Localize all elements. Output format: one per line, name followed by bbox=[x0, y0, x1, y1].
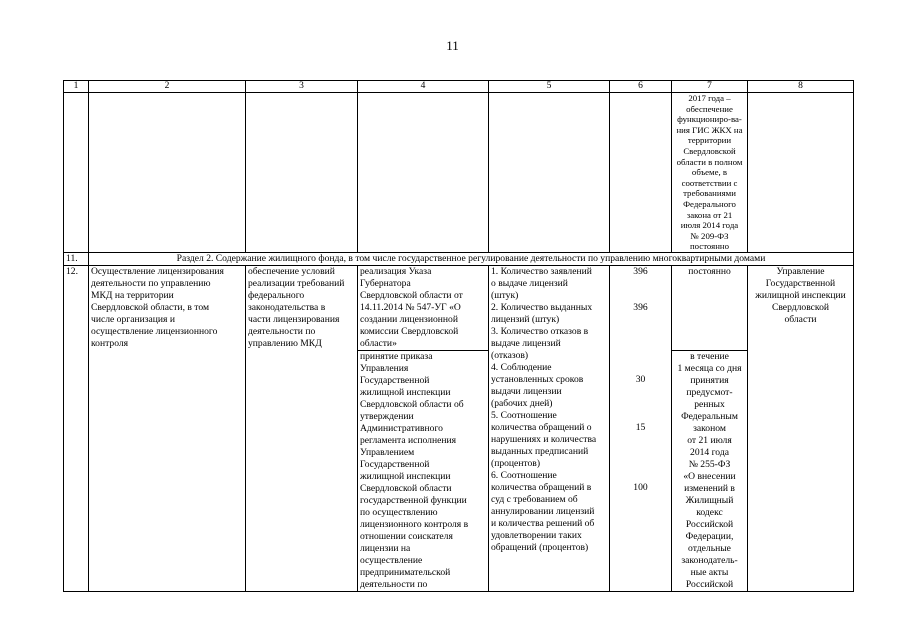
column-header-8: 8 bbox=[748, 81, 854, 93]
indicator-3: 3. Количество отказов в выдаче лицензий (отказов) bbox=[491, 325, 589, 361]
row12-values bbox=[610, 265, 672, 591]
section-row bbox=[64, 252, 854, 265]
indicator-4: 4. Соблюдение установленных сроков выдачи лицензии (рабочих дней) bbox=[491, 361, 584, 409]
value-2: 396 bbox=[633, 301, 648, 313]
section-number: 11. bbox=[64, 252, 89, 265]
continued-col1 bbox=[64, 93, 89, 253]
value-4: 30 bbox=[635, 373, 646, 385]
plan-table bbox=[63, 80, 854, 592]
continued-row bbox=[64, 93, 854, 253]
value-5: 15 bbox=[635, 421, 646, 433]
term-2: в течение 1 месяца со дня принятия предусмот- ренных Федеральным законом от 21 июля 2014 года № 255-ФЗ «О внесении изменений в Жилищный кодекс Российской Федерации, отдельные законодатель- ные акты Российской bbox=[677, 350, 742, 590]
column-header-4: 4 bbox=[358, 81, 489, 93]
indicator-6: 6. Соотношение количества обращений в суд с требованием об аннулировании лицензий и количества решений об удовлетворении таких обращений (процентов) bbox=[491, 469, 595, 553]
column-header-2: 2 bbox=[89, 81, 246, 93]
page-number: 11 bbox=[446, 38, 459, 53]
row12-responsible bbox=[748, 265, 854, 591]
goal-text: обеспечение условий реализации требований федерального законодательства в части лицензирования деятельности по управлению МКД bbox=[248, 265, 345, 349]
row12-indicators bbox=[489, 265, 610, 591]
column-header-1: 1 bbox=[64, 81, 89, 93]
table-row-12 bbox=[64, 265, 854, 591]
row12-goal bbox=[246, 265, 358, 591]
column-header-6: 6 bbox=[610, 81, 672, 93]
row12-number: 12. bbox=[64, 265, 89, 591]
value-6: 100 bbox=[633, 481, 648, 493]
row12-terms bbox=[672, 265, 748, 591]
indicator-5: 5. Соотношение количества обращений о нарушениях и количества выданных предписаний (процентов) bbox=[491, 409, 597, 469]
column-header-7: 7 bbox=[672, 81, 748, 93]
measure-2: принятие приказа Управления Государственной жилищной инспекции Свердловской области об утверждении Административного регламента исполнения Управлением Государственной жилищной инспекции Свердловской области государственной функции по осуществлению лицензионного контроля в отношении соискателя лицензии на осуществление предпринимательской деятельности по bbox=[360, 350, 469, 590]
column-header-row bbox=[64, 81, 854, 93]
continued-col4 bbox=[358, 93, 489, 253]
continued-col3 bbox=[246, 93, 358, 253]
row12-measures bbox=[358, 265, 489, 591]
continued-col7 bbox=[672, 93, 748, 253]
continued-col6 bbox=[610, 93, 672, 253]
indicator-1: 1. Количество заявлений о выдаче лицензий (штук) bbox=[491, 265, 592, 301]
column-header-5: 5 bbox=[489, 81, 610, 93]
term-1: постоянно bbox=[672, 266, 747, 351]
activity-text: Осуществление лицензирования деятельности по управлению МКД на территории Свердловской области, в том числе организация и осуществление лицензионного контроля bbox=[91, 265, 224, 349]
continued-term-text: 2017 года – обеспечение функциониро-ва- ния ГИС ЖКХ на территории Свердловской области в полном объеме, в соответствии с требованиями Федерального закона от 21 июля 2014 года № 209-ФЗ постоянно bbox=[676, 93, 743, 252]
continued-col8 bbox=[748, 93, 854, 253]
section-title: Раздел 2. Содержание жилищного фонда, в том числе государственное регулирование деятельности по управлению многоквартирными домами bbox=[89, 252, 854, 265]
continued-col2 bbox=[89, 93, 246, 253]
continued-col5 bbox=[489, 93, 610, 253]
responsible-text: Управление Государственной жилищной инспекции Свердловской области bbox=[755, 265, 846, 325]
column-header-3: 3 bbox=[246, 81, 358, 93]
indicator-2: 2. Количество выданных лицензий (штук) bbox=[491, 301, 593, 325]
value-1: 396 bbox=[633, 265, 648, 277]
measure-1: реализация Указа Губернатора Свердловской области от 14.11.2014 № 547-УГ «О создании лицензионной комиссии Свердловской области» bbox=[358, 266, 488, 351]
row12-activity bbox=[89, 265, 246, 591]
